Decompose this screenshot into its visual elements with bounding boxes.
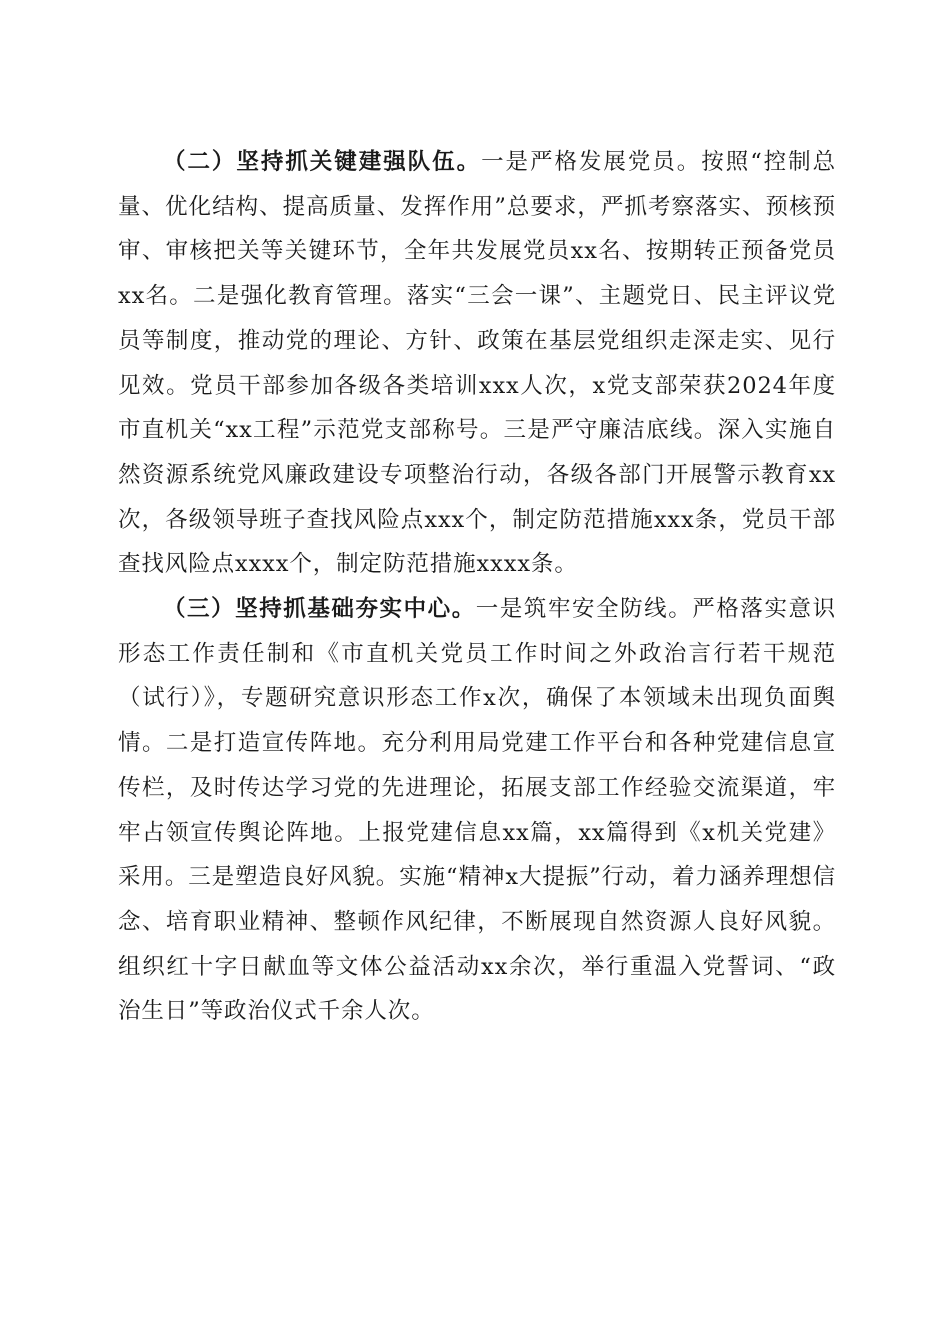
paragraph-body: 一是筑牢安全防线。严格落实意识形态工作责任制和《市直机关党员工作时间之外政治言行若干规范（试行）》，专题研究意识形态工作x次，确保了本领域未出现负面舆情。二是打造宣传阵地。充分利用局党建工作平台和各种党建信息宣传栏，及时传达学习党的先进理论，拓展支部工作经验交流渠道，牢牢占领宣传舆论阵地。上报党建信息xx篇，xx篇得到《x机关党建》采用。三是塑造良好风貌。实施“精神x大提振”行动，着力涵养理想信念、培育职业精神、整顿作风纪律，不断展现自然资源人良好风貌。组织红十字日献血等文体公益活动xx余次，举行重温入党誓词、“政治生日”等政治仪式千余人次。 bbox=[118, 596, 836, 1025]
paragraph-heading: （三）坚持抓基础夯实中心。 bbox=[163, 596, 476, 623]
document-body bbox=[118, 140, 836, 1034]
paragraph-team-building bbox=[118, 140, 836, 587]
paragraph-foundation bbox=[118, 587, 836, 1034]
paragraph-body: 一是严格发展党员。按照“控制总量、优化结构、提高质量、发挥作用”总要求，严抓考察落实、预核预审、审核把关等关键环节，全年共发展党员xx名、按期转正预备党员xx名。二是强化教育管理。落实“三会一课”、主题党日、民主评议党员等制度，推动党的理论、方针、政策在基层党组织走深走实、见行见效。党员干部参加各级各类培训xxx人次，x党支部荣获2024年度市直机关“xx工程”示范党支部称号。三是严守廉洁底线。深入实施自然资源系统党风廉政建设专项整治行动，各级各部门开展警示教育xx次，各级领导班子查找风险点xxx个，制定防范措施xxx条，党员干部查找风险点xxxx个，制定防范措施xxxx条。 bbox=[118, 149, 836, 578]
paragraph-heading: （二）坚持抓关键建强队伍。 bbox=[163, 149, 482, 175]
